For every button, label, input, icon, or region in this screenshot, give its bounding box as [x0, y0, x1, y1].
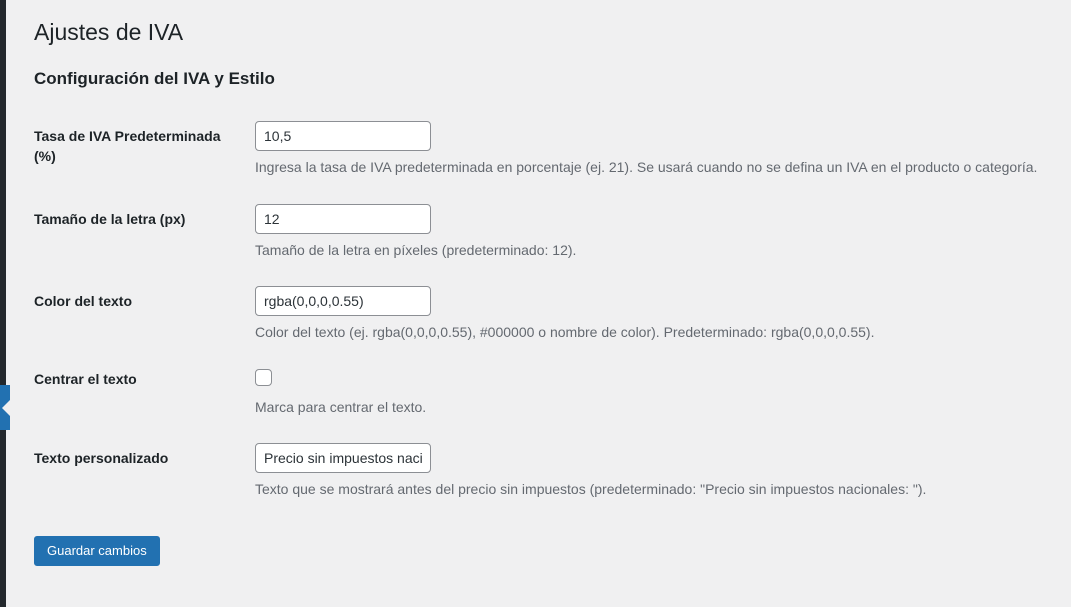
field-label: Color del texto	[34, 293, 133, 310]
tasa-iva-input[interactable]	[255, 121, 431, 151]
form-row-color-texto	[34, 286, 1047, 343]
field-description: Texto que se mostrará antes del precio sin impuestos (predeterminado: "Precio sin impuestos nacionales: ").	[255, 481, 927, 498]
field-label: Centrar el texto	[34, 370, 137, 387]
save-changes-button[interactable]: Guardar cambios	[34, 536, 160, 566]
submit-area	[34, 536, 1047, 566]
form-row-centrar-texto	[34, 369, 1047, 418]
form-row-tamano-letra	[34, 204, 1047, 261]
form-row-texto-personalizado	[34, 443, 1047, 500]
settings-form	[34, 121, 1047, 500]
field-description: Marca para centrar el texto.	[255, 398, 427, 415]
field-label: Texto personalizado	[34, 450, 169, 467]
field-control-area	[255, 369, 1047, 418]
section-title: Configuración del IVA y Estilo	[34, 68, 275, 88]
field-control-area	[255, 204, 1047, 261]
field-description: Ingresa la tasa de IVA predeterminada en porcentaje (ej. 21). Se usará cuando no se defina un IVA en el producto o categoría.	[255, 158, 1038, 175]
color-texto-input[interactable]	[255, 286, 431, 316]
settings-page	[6, 0, 1071, 607]
field-control-area	[255, 443, 1047, 500]
field-description: Color del texto (ej. rgba(0,0,0,0.55), #000000 o nombre de color). Predeterminado: rgba(0,0,0,0.55).	[255, 324, 875, 341]
tamano-letra-input[interactable]	[255, 204, 431, 234]
form-row-tasa-iva	[34, 121, 1047, 178]
centrar-texto-checkbox[interactable]	[255, 369, 272, 386]
texto-personalizado-input[interactable]	[255, 443, 431, 473]
field-label: Tasa de IVA Predeterminada (%)	[34, 127, 221, 164]
field-control-area	[255, 286, 1047, 343]
field-description: Tamaño de la letra en píxeles (predeterminado: 12).	[255, 241, 577, 258]
field-control-area	[255, 121, 1047, 178]
field-label: Tamaño de la letra (px)	[34, 210, 186, 227]
page-title: Ajustes de IVA	[34, 19, 184, 45]
